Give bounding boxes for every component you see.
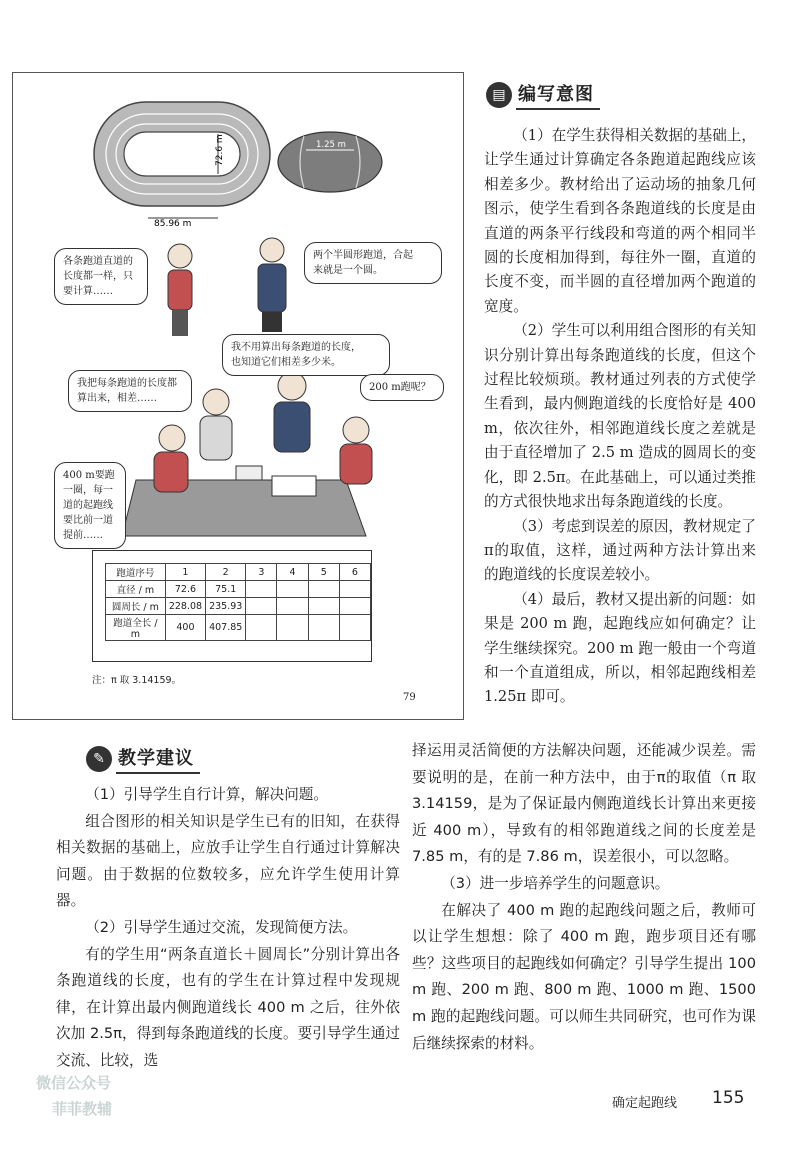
inner-page-number: 79 (403, 692, 416, 703)
suggestion-paragraph: 在解决了 400 m 跑的起跑线问题之后，教师可以让学生想想：除了 400 m 跑，跑步项目还有哪些？这些项目的起跑线如何确定？引导学生提出 100 m 跑、200 m 跑、800 m 跑、1000 m 跑、1500 m 跑的起跑线问题。可以师生共同研究，也可作为课后继续探索的材料。 (412, 901, 756, 1052)
table-cell: 3 (246, 564, 277, 581)
intent-paragraph: （3）考虑到误差的原因，教材规定了π的取值，这样，通过两种方法计算出来的跑道线的长度误差较小。 (484, 517, 756, 584)
intent-paragraph: （2）学生可以利用组合图形的有关知识分别计算出每条跑道线的长度，但这个过程比较烦琐。教材通过列表的方式使学生看到，最内侧跑道线的长度恰好是 400 m，依次往外，相邻跑道线长度之差就是由于直径增加了 2.5 m 造成的圆周长的变化，即 2.5π。在此基础上，可以通过类推的方式很快地求出每条跑道线的长度。 (484, 322, 756, 511)
table-cell: 400 (165, 615, 205, 641)
suggestion-continuation: 择运用灵活简便的方法解决问题，还能减少误差。需要说明的是，在前一种方法中，由于π的取值（π 取 3.14159，是为了保证最内侧跑道线长计算出来更接近 400 m），导致有的相邻跑道线之间的长度差是 7.85 m，有的是 7.86 m，误差很小，可以忽略。 (412, 742, 756, 866)
table-cell: 1 (165, 564, 205, 581)
table-cell (339, 615, 370, 641)
table-cell (246, 598, 277, 615)
table-cell: 直径 / m (106, 581, 166, 598)
table-cell: 圆周长 / m (106, 598, 166, 615)
speech-bubble-center: 我不用算出每条跑道的长度， 也知道它们相差多少米。 (222, 334, 390, 376)
table-cell: 6 (339, 564, 370, 581)
intent-heading (486, 80, 600, 110)
intent-paragraph: （4）最后，教材又提出新的问题：如果是 200 m 跑，起跑线应如何确定？让学生继续探究。200 m 跑一般由一个弯道和一个直道组成，所以，相邻起跑线相差 1.25π 即可。 (484, 590, 756, 706)
watermark (14, 1058, 144, 1138)
table-cell: 72.6 (165, 581, 205, 598)
table-cell (277, 598, 308, 615)
suggestion-paragraph: 组合图形的相关知识是学生已有的旧知，在获得相关数据的基础上，应放手让学生自行通过计算解决问题。由于数据的位数较多，应允许学生使用计算器。 (56, 812, 400, 910)
table-cell (277, 581, 308, 598)
table-cell (308, 615, 339, 641)
table-cell: 407.85 (206, 615, 246, 641)
track-length-label: 85.96 m (154, 219, 192, 228)
lane-width-label: 1.25 m (316, 140, 346, 150)
table-cell (339, 581, 370, 598)
speech-bubble-girl: 各条跑道直道的 长度都一样，只 要计算…… (54, 248, 148, 305)
book-icon: ▤ (486, 82, 512, 108)
intent-paragraph: （1）在学生获得相关数据的基础上，让学生通过计算确定各条跑道起跑线应该相差多少。教材给出了运动场的抽象几何图示，使学生看到各条跑道线的长度是由直道的两条平行线段和弯道的两个相同半圆的长度相加得到，每往外一圈，直道的长度不变，而半圆的直径增加两个跑道的宽度。 (484, 127, 756, 315)
table-cell: 4 (277, 564, 308, 581)
table-cell (308, 598, 339, 615)
watermark-line-2: 菲菲教辅 (52, 1100, 113, 1118)
suggestions-right-text (412, 738, 756, 1057)
track-width-label: 72.6 m (215, 134, 225, 166)
speech-bubble-boy: 两个半圆形跑道，合起 来就是一个圆。 (304, 242, 442, 284)
note-icon: ✎ (86, 746, 112, 772)
watermark-line-1: 微信公众号 (36, 1074, 112, 1092)
table-cell (246, 615, 277, 641)
table-header-row (106, 564, 371, 581)
runway-table-box (92, 550, 372, 662)
suggestion-paragraph: （1）引导学生自行计算，解决问题。 (85, 786, 328, 803)
intent-text (484, 124, 756, 710)
table-row (106, 615, 371, 641)
table-cell (246, 581, 277, 598)
intent-heading-text: 编写意图 (516, 80, 600, 110)
table-cell: 跑道全长 / m (106, 615, 166, 641)
table-cell (339, 598, 370, 615)
page-number: 155 (712, 1088, 745, 1108)
table-cell: 2 (206, 564, 246, 581)
suggestion-paragraph: （3）进一步培养学生的问题意识。 (441, 874, 670, 892)
table-cell (277, 615, 308, 641)
pi-note: 注：π 取 3.14159。 (92, 675, 182, 686)
table-row (106, 581, 371, 598)
table-cell: 5 (308, 564, 339, 581)
table-cell: 228.08 (165, 598, 205, 615)
table-cell: 跑道序号 (106, 564, 166, 581)
table-cell: 235.93 (206, 598, 246, 615)
runway-table (105, 563, 371, 641)
suggestions-left-text (56, 782, 400, 1075)
table-cell: 75.1 (206, 581, 246, 598)
suggestion-paragraph: 有的学生用“两条直道长＋圆周长”分别计算出各条跑道线的长度，也有的学生在计算过程中发现规律，在计算出最内侧跑道线长 400 m 之后，往外依次加 2.5π，得到每条跑道线的长度。要引导学生通过交流、比较，选 (56, 945, 400, 1069)
speech-bubble-left: 我把每条跑道的长度都 算出来，相差…… (68, 370, 192, 412)
suggestion-paragraph: （2）引导学生通过交流，发现简便方法。 (85, 918, 358, 936)
table-row (106, 598, 371, 615)
speech-bubble-right: 200 m跑呢？ (360, 374, 444, 401)
suggestions-heading-text: 教学建议 (116, 744, 200, 774)
table-cell (308, 581, 339, 598)
footer-title: 确定起跑线 (612, 1096, 678, 1111)
track-diagram (90, 98, 390, 228)
suggestions-heading (86, 744, 200, 774)
speech-bubble-far-left: 400 m要跑 一圈，每一 道的起跑线 要比前一道 提前…… (54, 462, 126, 549)
